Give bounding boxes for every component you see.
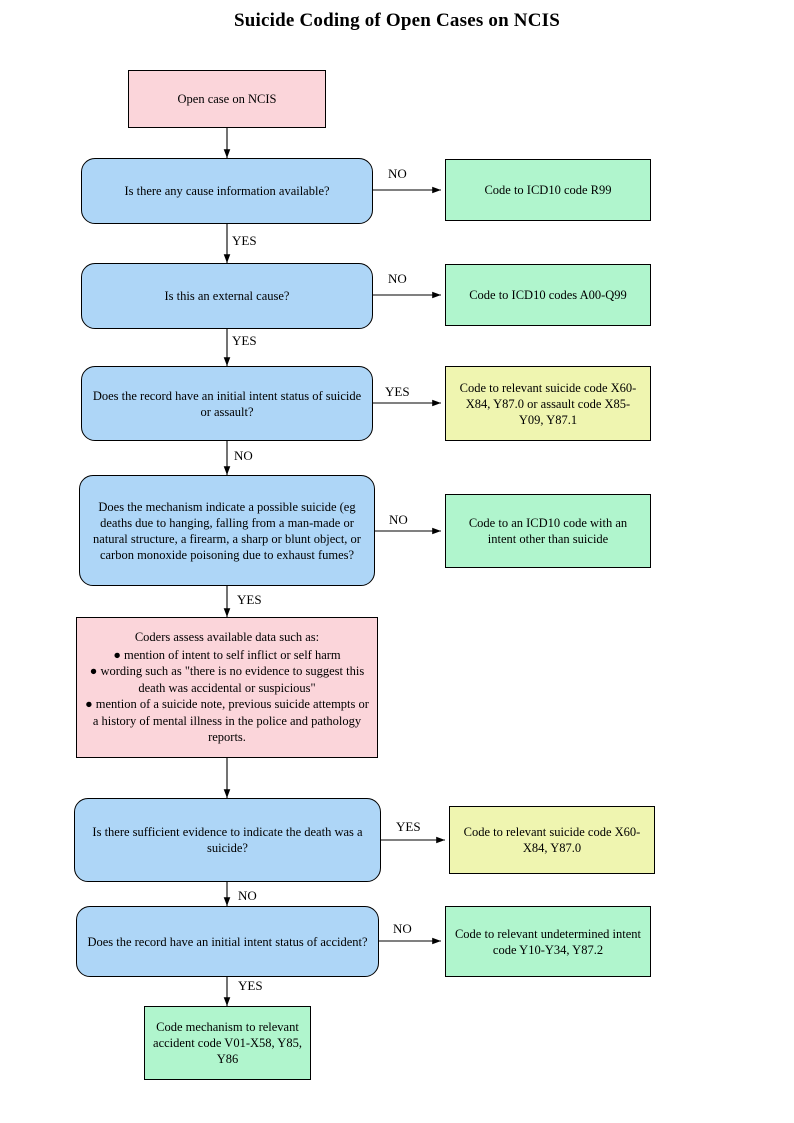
edge-label-no-mechanism: NO [389, 512, 408, 527]
node-code-suicide-or-assault-label: Code to relevant suicide code X60-X84, Y87.0 or assault code X85-Y09, Y87.1 [459, 380, 637, 427]
edge-label-no-external: NO [388, 271, 407, 286]
edge-label-no-accident: NO [393, 921, 412, 936]
node-code-a00-q99-label: Code to ICD10 codes A00-Q99 [469, 288, 627, 302]
edge-label-yes-evidence: YES [396, 819, 421, 834]
edge-label-no-cause: NO [388, 166, 407, 181]
node-code-r99-label: Code to ICD10 code R99 [484, 183, 612, 197]
edge-label-yes-mechanism: YES [237, 592, 262, 607]
node-coders-assess [76, 617, 378, 758]
node-code-accident [144, 1006, 311, 1080]
node-question-sufficient-evidence [74, 798, 381, 882]
node-question-initial-intent-suicide [81, 366, 373, 441]
node-code-suicide-or-assault [445, 366, 651, 441]
node-coders-assess-bullet-1: ● mention of intent to self inflict or self harm [113, 647, 341, 662]
page-title: Suicide Coding of Open Cases on NCIS [233, 10, 561, 31]
node-question-initial-intent-suicide-label: Does the record have an initial intent status of suicide or assault? [92, 388, 362, 419]
node-code-undetermined-intent-label: Code to relevant undetermined intent code Y10-Y34, Y87.2 [454, 926, 642, 957]
node-code-other-intent-label: Code to an ICD10 code with an intent other than suicide [468, 516, 628, 546]
edge-label-yes-external: YES [232, 333, 257, 348]
node-question-external-cause [81, 263, 373, 329]
node-code-a00-q99 [445, 264, 651, 326]
node-coders-assess-bullet-2: ● wording such as "there is no evidence to suggest this death was accidental or suspicious" [89, 664, 365, 695]
node-question-external-cause-label: Is this an external cause? [164, 289, 290, 303]
edge-label-yes-cause: YES [232, 233, 257, 248]
node-code-suicide [449, 806, 655, 874]
node-code-r99 [445, 159, 651, 221]
node-code-undetermined-intent [445, 906, 651, 977]
edge-label-no-initial-intent: NO [234, 448, 253, 463]
node-coders-assess-bullet-3: ● mention of a suicide note, previous suicide attempts or a history of mental illness in the police and pathology reports. [85, 697, 369, 745]
node-question-mechanism [79, 475, 375, 586]
node-code-other-intent [445, 494, 651, 568]
node-question-initial-intent-accident [76, 906, 379, 977]
edge-label-no-evidence: NO [238, 888, 257, 903]
edge-label-yes-initial-intent: YES [385, 384, 410, 399]
node-open-case-label: Open case on NCIS [177, 92, 277, 106]
node-code-suicide-label: Code to relevant suicide code X60-X84, Y87.0 [463, 825, 641, 855]
node-question-sufficient-evidence-label: Is there sufficient evidence to indicate the death was a suicide? [92, 825, 363, 855]
node-open-case [128, 70, 326, 128]
edge-label-yes-accident: YES [238, 978, 263, 993]
node-coders-assess-header: Coders assess available data such as: [134, 630, 320, 645]
node-question-cause-info [81, 158, 373, 224]
node-question-initial-intent-accident-label: Does the record have an initial intent status of accident? [87, 934, 368, 949]
node-code-accident-label: Code mechanism to relevant accident code V01-X58, Y85, Y86 [153, 1020, 302, 1066]
node-question-mechanism-label: Does the mechanism indicate a possible suicide (eg deaths due to hanging, falling from a man-made or natural structure, a firearm, a sharp or blunt object, or carbon monoxide poisoning due to exhaust fumes? [93, 499, 361, 562]
node-question-cause-info-label: Is there any cause information available? [124, 184, 330, 198]
